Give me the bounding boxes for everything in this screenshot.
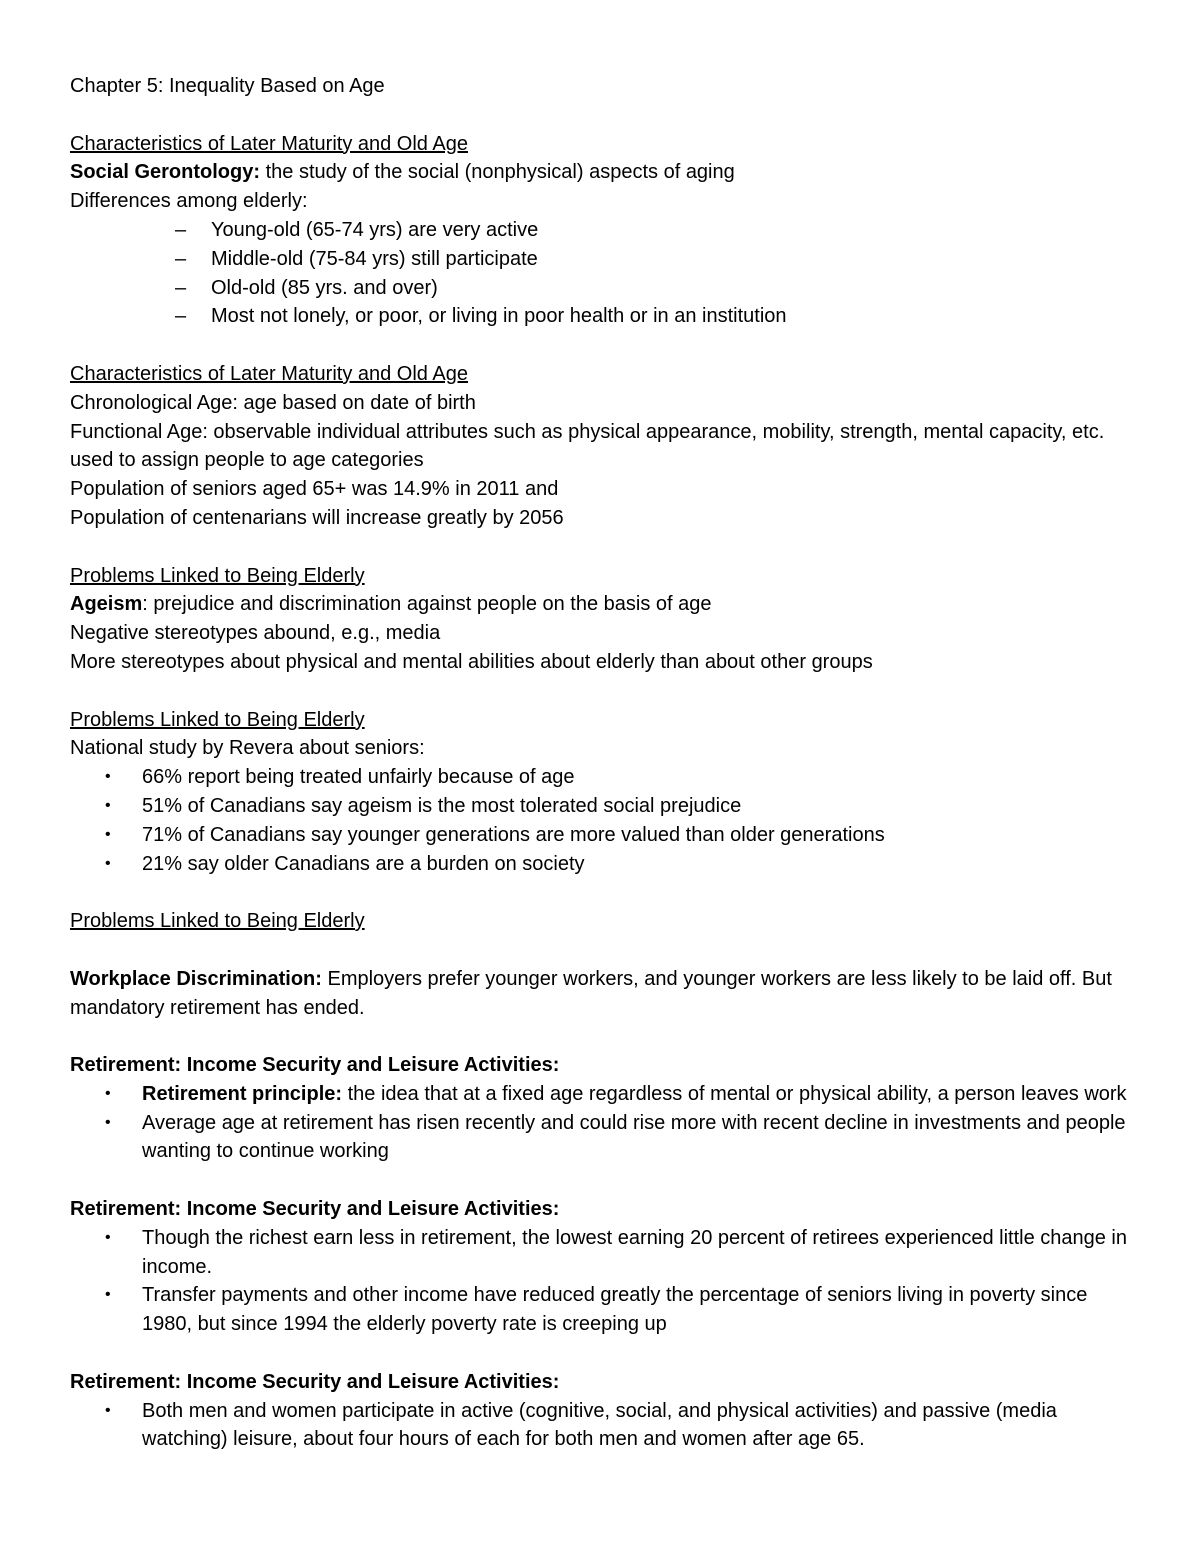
term: Ageism xyxy=(70,593,143,616)
bullet-marker: • xyxy=(105,796,111,814)
bullet-marker: • xyxy=(105,1228,111,1246)
dash-marker: – xyxy=(175,247,187,270)
section-heading: Retirement: Income Security and Leisure Activities: xyxy=(70,1198,560,1221)
definition-line xyxy=(70,158,1140,187)
term-definition: : prejudice and discrimination against people on the basis of age xyxy=(142,593,712,616)
list-item-text: Old-old (85 yrs. and over) xyxy=(211,276,438,299)
list-item-text: Middle-old (75-84 yrs) still participate xyxy=(211,247,538,270)
bullet-marker: • xyxy=(105,1084,111,1102)
bullet-marker: • xyxy=(105,825,111,843)
list-item-text: 66% report being treated unfairly because of age xyxy=(142,766,575,789)
section-heading: Retirement: Income Security and Leisure Activities: xyxy=(70,1370,560,1393)
list-item-text: Though the richest earn less in retirement, the lowest earning 20 percent of retirees experienced little change in income. xyxy=(142,1226,1127,1278)
list-item xyxy=(70,302,1140,331)
section-heading: Characteristics of Later Maturity and Old Age xyxy=(70,132,468,155)
list-item xyxy=(70,763,1140,792)
spacer xyxy=(70,936,1140,965)
term: Retirement principle: xyxy=(142,1082,343,1105)
section-heading: Problems Linked to Being Elderly xyxy=(70,708,365,731)
bullet-marker: • xyxy=(105,1401,111,1419)
list-item-text: 71% of Canadians say younger generations are more valued than older generations xyxy=(142,823,885,846)
list-item xyxy=(70,792,1140,821)
term-definition: the study of the social (nonphysical) aspects of aging xyxy=(260,161,735,184)
list-item xyxy=(70,216,1140,245)
list-item-text: Average age at retirement has risen recently and could rise more with recent decline in investments and people wanting to continue working xyxy=(142,1111,1126,1163)
list-item xyxy=(70,821,1140,850)
section-heading: Characteristics of Later Maturity and Old Age xyxy=(70,362,468,385)
spacer xyxy=(70,331,1140,360)
list-intro: Differences among elderly: xyxy=(70,190,308,213)
definition-line xyxy=(70,590,1140,619)
section-heading: Retirement: Income Security and Leisure Activities: xyxy=(70,1054,560,1077)
spacer xyxy=(70,878,1140,907)
list-item-text: Transfer payments and other income have reduced greatly the percentage of seniors living in poverty since 1980, but since 1994 the elderly poverty rate is creeping up xyxy=(142,1284,1088,1336)
list-item-text: 21% say older Canadians are a burden on society xyxy=(142,852,585,875)
list-item xyxy=(70,1080,1140,1109)
body-line: Negative stereotypes abound, e.g., media xyxy=(70,622,441,645)
spacer xyxy=(70,677,1140,706)
term-definition: Employers prefer younger workers, and younger workers are less likely to be laid off. But mandatory retirement has ended. xyxy=(70,967,1112,1019)
bullet-marker: • xyxy=(105,1286,111,1304)
bullet-marker: • xyxy=(105,1113,111,1131)
list-item xyxy=(70,1397,1140,1455)
bullet-marker: • xyxy=(105,768,111,786)
list-item-text: Both men and women participate in active (cognitive, social, and physical activities) and passive (media watching) leisure, about four hours of each for both men and women after age 65. xyxy=(142,1399,1057,1451)
spacer xyxy=(70,1339,1140,1368)
list-item xyxy=(70,1224,1140,1282)
section-heading: Problems Linked to Being Elderly xyxy=(70,910,365,933)
dash-marker: – xyxy=(175,305,187,328)
list-item-text: Young-old (65-74 yrs) are very active xyxy=(211,218,539,241)
spacer xyxy=(70,1166,1140,1195)
spacer xyxy=(70,533,1140,562)
section-heading: Problems Linked to Being Elderly xyxy=(70,564,365,587)
dash-marker: – xyxy=(175,276,187,299)
body-line: Population of seniors aged 65+ was 14.9% in 2011 and xyxy=(70,478,559,501)
term: Workplace Discrimination: xyxy=(70,967,322,990)
body-line: More stereotypes about physical and mental abilities about elderly than about other groups xyxy=(70,650,873,673)
dash-marker: – xyxy=(175,218,187,241)
spacer xyxy=(70,1022,1140,1051)
list-item-text: Most not lonely, or poor, or living in poor health or in an institution xyxy=(211,305,787,328)
list-item xyxy=(70,274,1140,303)
term: Social Gerontology: xyxy=(70,161,261,184)
list-item xyxy=(70,245,1140,274)
bullet-marker: • xyxy=(105,854,111,872)
list-item-text: 51% of Canadians say ageism is the most tolerated social prejudice xyxy=(142,794,742,817)
list-intro: National study by Revera about seniors: xyxy=(70,737,425,760)
list-item xyxy=(70,1281,1140,1339)
spacer xyxy=(70,101,1140,130)
term-definition: the idea that at a fixed age regardless of mental or physical ability, a person leaves work xyxy=(342,1082,1127,1105)
body-line: Population of centenarians will increase greatly by 2056 xyxy=(70,506,564,529)
definition-line xyxy=(70,965,1140,1023)
page-title: Chapter 5: Inequality Based on Age xyxy=(70,75,385,97)
body-line: Chronological Age: age based on date of birth xyxy=(70,391,476,414)
list-item xyxy=(70,1109,1140,1167)
body-line: Functional Age: observable individual attributes such as physical appearance, mobility, strength, mental capacity, etc. used to assign people to age categories xyxy=(70,420,1105,472)
document-body xyxy=(70,72,1140,1454)
list-item xyxy=(70,850,1140,879)
